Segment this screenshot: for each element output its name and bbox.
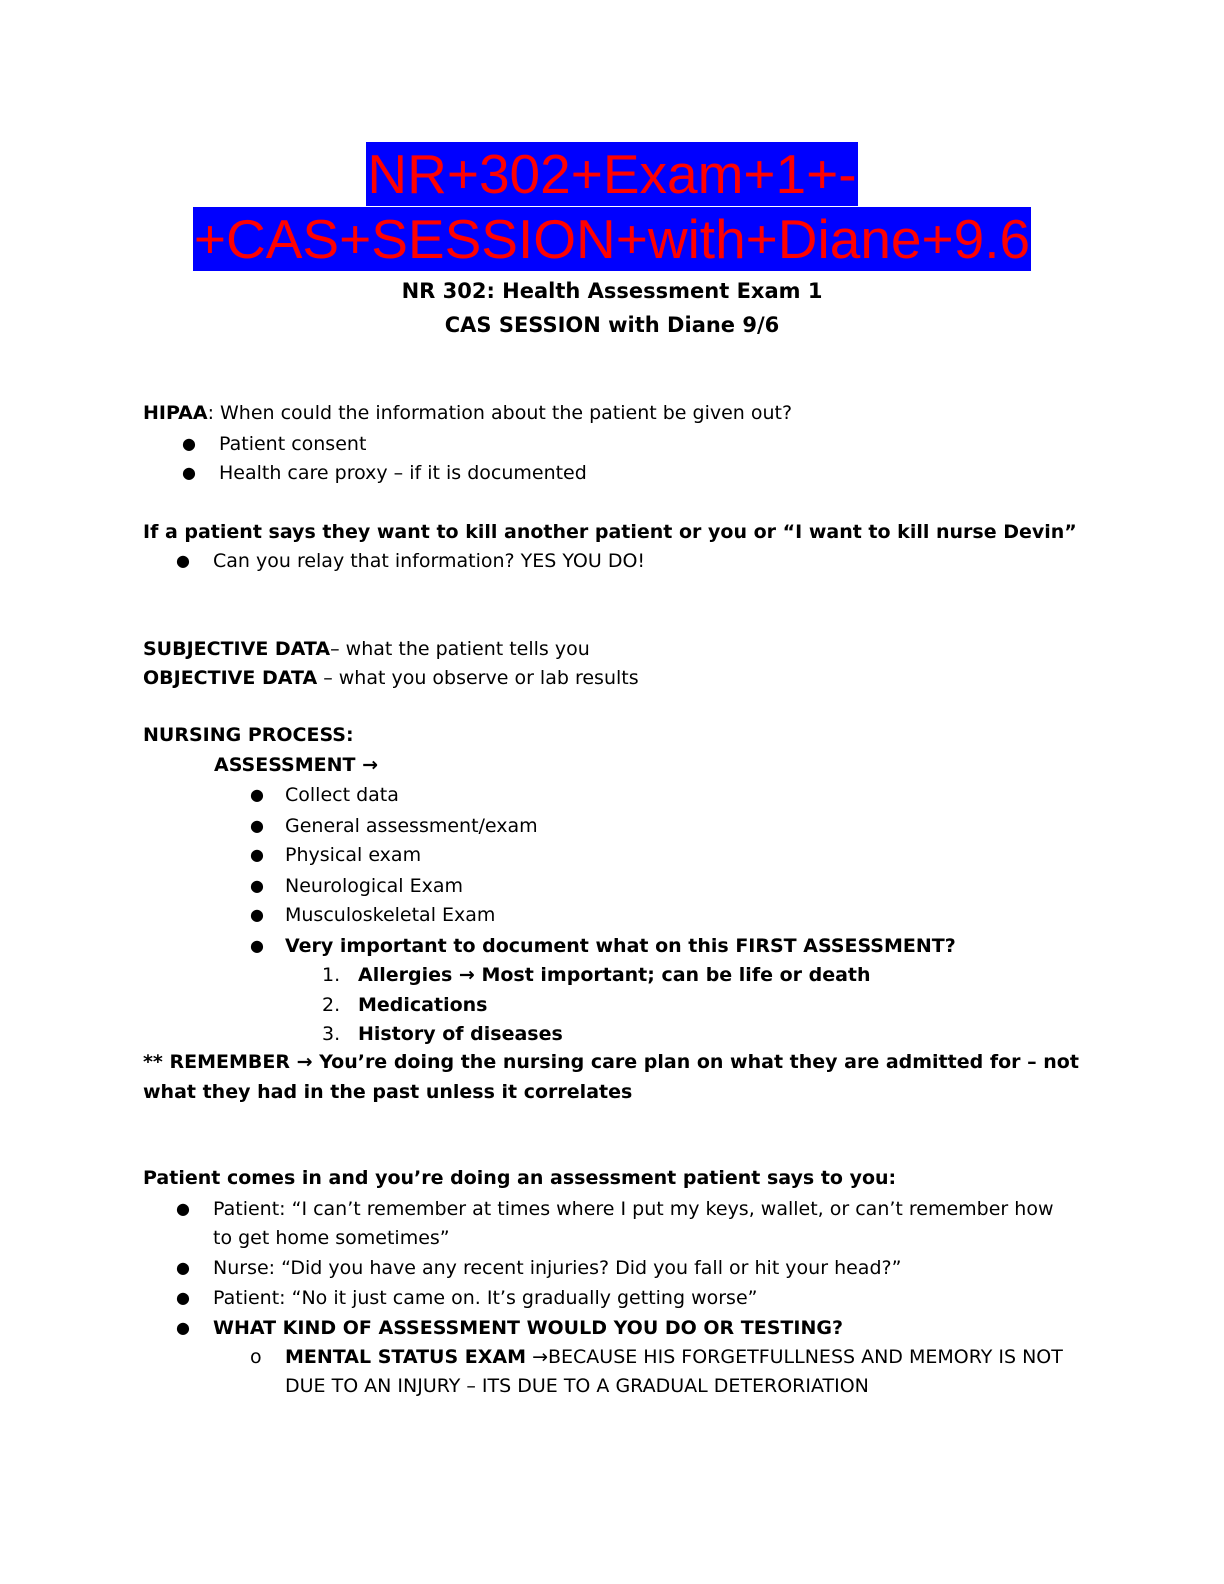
sub-bullet-icon: o (250, 1346, 262, 1368)
kill-heading: If a patient says they want to kill another patient or you or “I want to kill nurse Devin” (143, 521, 1077, 543)
important-item: Very important to document what on this FIRST ASSESSMENT? (285, 935, 956, 957)
bullet-icon: ● (176, 1288, 190, 1307)
subjective-text: – what the patient tells you (330, 638, 590, 660)
mental-status-exam-line-2: DUE TO AN INJURY – ITS DUE TO A GRADUAL DETERORIATION (285, 1375, 869, 1397)
dialogue-item: Nurse: “Did you have any recent injuries? Did you fall or hit your head?” (213, 1257, 902, 1279)
dialogue-item: Patient: “No it just came on. It’s gradually getting worse” (213, 1287, 758, 1309)
objective-data-line (143, 664, 639, 692)
hipaa-question-text: : When could the information about the patient be given out? (207, 402, 793, 424)
list-number: 1. (322, 964, 341, 986)
bullet-icon: ● (250, 905, 264, 924)
list-item: General assessment/exam (285, 815, 538, 837)
document-banner-line-1 (0, 142, 1224, 206)
hipaa-label: HIPAA (143, 402, 208, 424)
list-item: Can you relay that information? YES YOU DO! (213, 550, 646, 572)
document-subtitle: CAS SESSION with Diane 9/6 (444, 313, 780, 337)
remember-note-line-2: what they had in the past unless it correlates (143, 1081, 633, 1103)
objective-label: OBJECTIVE DATA (143, 667, 318, 689)
list-item: Patient consent (219, 433, 367, 455)
list-item: Physical exam (285, 844, 422, 866)
bullet-icon: ● (250, 936, 264, 955)
bullet-icon: ● (250, 785, 264, 804)
assessment-heading: ASSESSMENT → (214, 754, 378, 776)
bullet-icon: ● (182, 463, 196, 482)
bullet-icon: ● (176, 551, 190, 570)
objective-text: – what you observe or lab results (317, 667, 639, 689)
dialogue-item-continued: to get home sometimes” (213, 1227, 450, 1249)
nursing-process-heading: NURSING PROCESS: (143, 724, 354, 746)
subjective-label: SUBJECTIVE DATA (143, 638, 331, 660)
mse-text: →BECAUSE HIS FORGETFULLNESS AND MEMORY IS NOT (526, 1346, 1063, 1368)
list-item: Neurological Exam (285, 875, 464, 897)
bullet-icon: ● (182, 434, 196, 453)
hipaa-question (143, 399, 792, 427)
bullet-icon: ● (176, 1258, 190, 1277)
numbered-item: Allergies → Most important; can be life or death (358, 964, 871, 986)
bullet-icon: ● (176, 1318, 190, 1337)
banner-text-1: NR+302+Exam+1+- (367, 143, 857, 205)
list-number: 3. (322, 1023, 341, 1045)
document-title: NR 302: Health Assessment Exam 1 (401, 279, 823, 303)
document-banner-line-2 (0, 207, 1224, 271)
mental-status-exam-line (285, 1343, 1063, 1371)
banner-text-2: +CAS+SESSION+with+Diane+9.6 (193, 208, 1031, 270)
dialogue-item: Patient: “I can’t remember at times where I put my keys, wallet, or can’t remember how (213, 1198, 1054, 1220)
list-item: Collect data (285, 784, 399, 806)
patient-scenario-heading: Patient comes in and you’re doing an assessment patient says to you: (143, 1167, 897, 1189)
subjective-data-line (143, 635, 590, 663)
bullet-icon: ● (250, 876, 264, 895)
list-item: Musculoskeletal Exam (285, 904, 496, 926)
numbered-item: History of diseases (358, 1023, 563, 1045)
list-number: 2. (322, 994, 341, 1016)
bullet-icon: ● (250, 845, 264, 864)
bullet-icon: ● (176, 1199, 190, 1218)
list-item: Health care proxy – if it is documented (219, 462, 587, 484)
assessment-question: WHAT KIND OF ASSESSMENT WOULD YOU DO OR TESTING? (213, 1317, 843, 1339)
bullet-icon: ● (250, 816, 264, 835)
numbered-item: Medications (358, 994, 488, 1016)
mse-label: MENTAL STATUS EXAM (285, 1346, 527, 1368)
remember-note-line-1: ** REMEMBER → You’re doing the nursing care plan on what they are admitted for – not (143, 1051, 1079, 1073)
